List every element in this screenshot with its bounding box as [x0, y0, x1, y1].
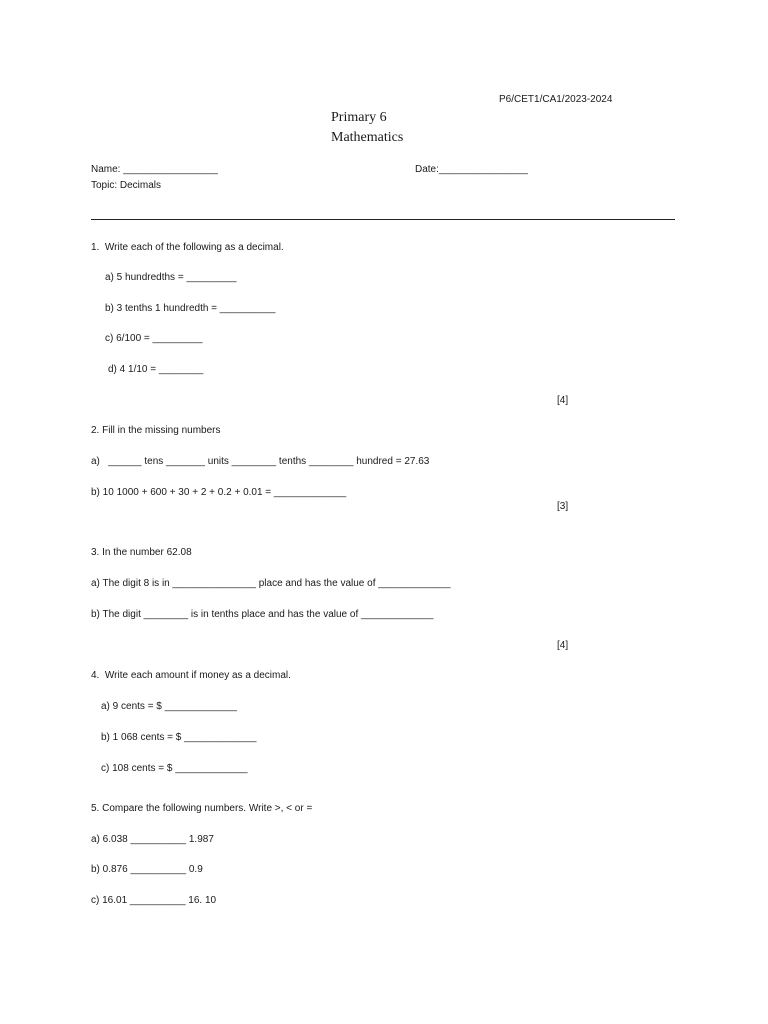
- q2-item-a: a) ______ tens _______ units ________ tenths ________ hundred = 27.63: [91, 456, 430, 467]
- q2-prompt: 2. Fill in the missing numbers: [91, 425, 221, 436]
- q4-item-a: a) 9 cents = $ _____________: [101, 701, 237, 712]
- header-divider: [91, 219, 675, 220]
- q3-item-b: b) The digit ________ is in tenths place and has the value of _____________: [91, 609, 434, 620]
- q1-marks: [4]: [557, 395, 569, 406]
- q5-item-c: c) 16.01 __________ 16. 10: [91, 895, 217, 906]
- date-field: Date:________________: [415, 164, 528, 175]
- q5-prompt: 5. Compare the following numbers. Write >, < or =: [91, 803, 313, 814]
- q5-item-b: b) 0.876 __________ 0.9: [91, 864, 203, 875]
- q1-prompt: 1. Write each of the following as a decimal.: [91, 242, 284, 253]
- q4-item-b: b) 1 068 cents = $ _____________: [101, 732, 257, 743]
- name-field: Name: _________________: [91, 164, 218, 175]
- q1-item-b: b) 3 tenths 1 hundredth = __________: [105, 303, 276, 314]
- q2-item-b: b) 10 1000 + 600 + 30 + 2 + 0.2 + 0.01 = _____________: [91, 487, 347, 498]
- q1-item-c: c) 6/100 = _________: [105, 333, 203, 344]
- title-subject: Mathematics: [331, 130, 404, 145]
- q4-item-c: c) 108 cents = $ _____________: [101, 763, 248, 774]
- q3-item-a: a) The digit 8 is in _______________ place and has the value of _____________: [91, 578, 451, 589]
- q3-marks: [4]: [557, 640, 569, 651]
- q4-prompt: 4. Write each amount if money as a decimal.: [91, 670, 291, 681]
- q3-prompt: 3. In the number 62.08: [91, 547, 192, 558]
- q5-item-a: a) 6.038 __________ 1.987: [91, 834, 214, 845]
- topic-label: Topic: Decimals: [91, 180, 162, 191]
- document-code: P6/CET1/CA1/2023-2024: [499, 94, 613, 105]
- q1-item-a: a) 5 hundredths = _________: [105, 272, 237, 283]
- q2-marks: [3]: [557, 501, 569, 512]
- title-grade: Primary 6: [331, 110, 387, 125]
- q1-item-d: d) 4 1/10 = ________: [108, 364, 204, 375]
